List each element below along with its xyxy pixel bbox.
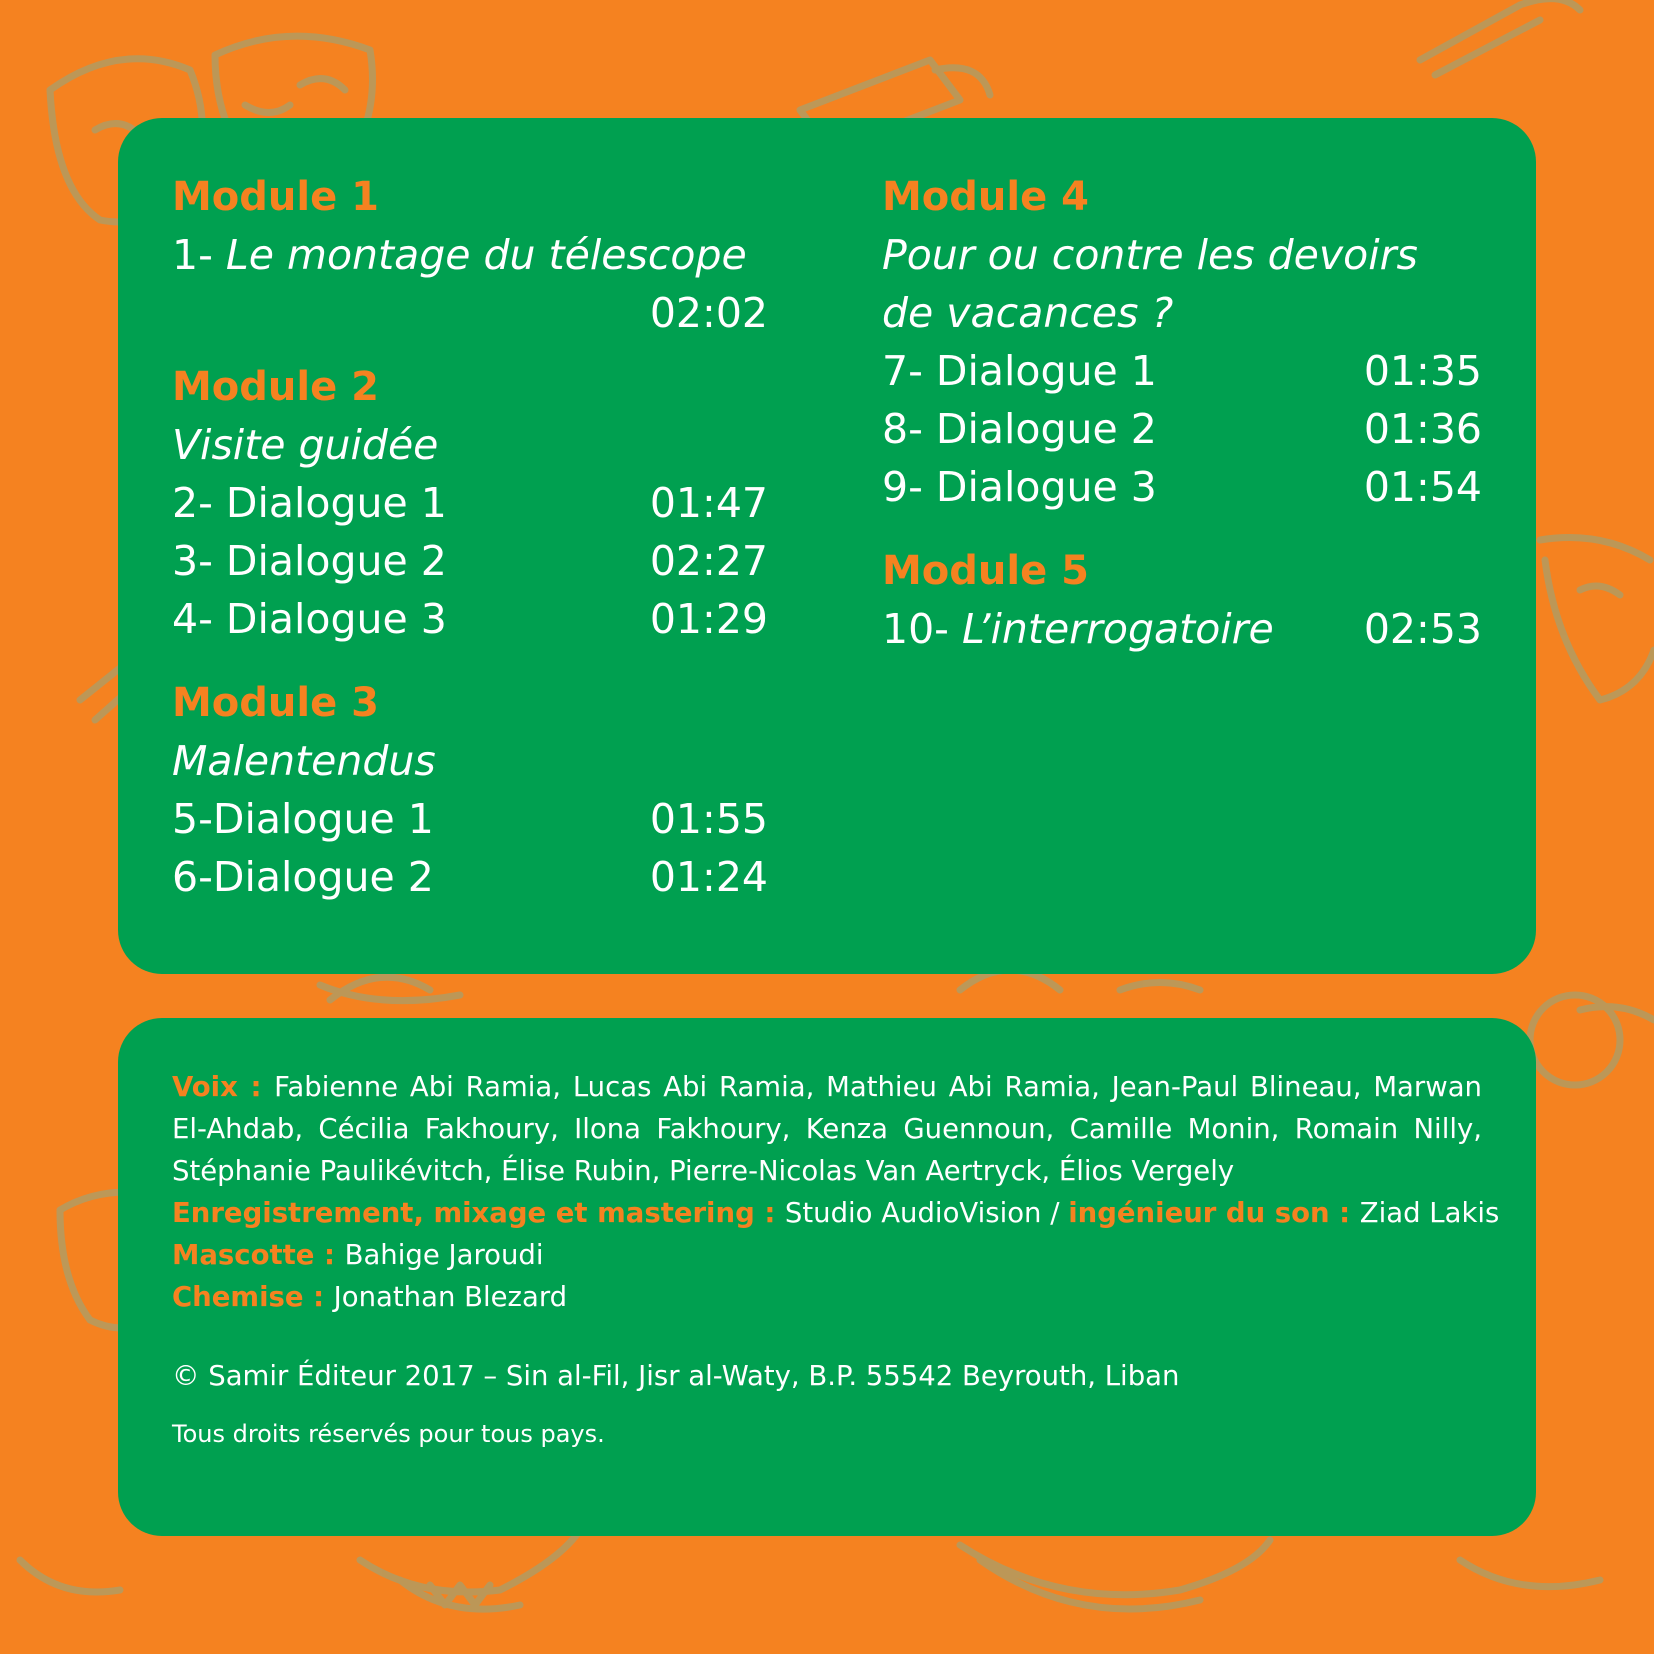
track-number: 1- <box>172 231 226 279</box>
track-duration: 01:54 <box>1363 463 1482 511</box>
credits-panel <box>118 1018 1536 1536</box>
mascot-credit <box>172 1234 1482 1276</box>
track-number: 10- <box>882 605 962 653</box>
tracklist-column-left <box>172 168 768 906</box>
track-name: Dialogue 3 <box>935 463 1157 511</box>
track-number: 3- <box>172 537 226 585</box>
module-title: Module 4 <box>882 174 1089 220</box>
track-duration: 02:53 <box>1363 605 1482 653</box>
module-subtitle: Malentendus <box>172 737 436 785</box>
recording-label: Enregistrement, mixage et mastering : <box>172 1197 785 1229</box>
voices-names: Fabienne Abi Ramia, Lucas Abi Ramia, Mathieu Abi Ramia, Jean-Paul Blineau, Marwan El-Ahdab, Cécilia Fakhoury, Ilona Fakhoury, Kenza Guennoun, Camille Monin, Romain Nilly, Stéphanie Paulikévitch, Élise Rubin, Pierre-Nicolas Van Aertryck, Élios Vergely <box>172 1071 1482 1187</box>
track-row <box>882 400 1482 458</box>
track-duration: 01:55 <box>649 795 768 843</box>
track-row <box>882 458 1482 516</box>
mask-doodle-right <box>1530 538 1654 1086</box>
track-duration: 01:29 <box>649 595 768 643</box>
mascot-label: Mascotte : <box>172 1239 345 1271</box>
track-name: Dialogue 2 <box>212 853 434 901</box>
track-duration: 01:35 <box>1363 347 1482 395</box>
track-number: 5- <box>172 795 213 843</box>
engineer-label: ingénieur du son : <box>1068 1197 1360 1229</box>
copyright-notice: © Samir Éditeur 2017 – Sin al-Fil, Jisr al-Waty, B.P. 55542 Beyrouth, Liban <box>172 1360 1180 1392</box>
cover-label: Chemise : <box>172 1281 334 1313</box>
track-number: 7- <box>882 347 936 395</box>
track-number: 6- <box>172 853 213 901</box>
track-name: Dialogue 2 <box>225 537 447 585</box>
recording-value: Studio AudioVision / <box>784 1197 1069 1229</box>
track-row <box>172 848 768 906</box>
engineer-value: Ziad Lakis <box>1359 1197 1500 1229</box>
module-title: Module 5 <box>882 548 1089 594</box>
track-row <box>882 342 1482 400</box>
track-number: 8- <box>882 405 936 453</box>
track-name: Dialogue 1 <box>935 347 1157 395</box>
track-name: Le montage du télescope <box>225 231 747 279</box>
doodles-between-panels <box>320 970 1200 1001</box>
track-row <box>172 474 768 532</box>
voices-credit <box>172 1066 1482 1192</box>
track-number: 9- <box>882 463 936 511</box>
mask-doodle-bottom <box>20 1530 1600 1609</box>
recording-credit <box>172 1192 1500 1234</box>
voices-label: Voix : <box>172 1071 275 1103</box>
track-name: Dialogue 3 <box>225 595 447 643</box>
track-row <box>172 590 768 648</box>
track-name: Dialogue 1 <box>212 795 434 843</box>
tracklist-column-right <box>882 168 1482 658</box>
track-row <box>172 226 768 284</box>
track-duration: 01:24 <box>649 853 768 901</box>
track-row <box>172 790 768 848</box>
track-name: L’interrogatoire <box>962 605 1274 653</box>
track-duration: 01:47 <box>649 479 768 527</box>
track-name: Dialogue 1 <box>225 479 447 527</box>
track-duration: 02:27 <box>649 537 768 585</box>
cover-credit <box>172 1276 1482 1318</box>
track-number: 2- <box>172 479 226 527</box>
module-subtitle: Pour ou contre les devoirs de vacances ? <box>882 231 1418 337</box>
track-name: Dialogue 2 <box>935 405 1157 453</box>
module-title: Module 3 <box>172 680 379 726</box>
module-subtitle: Visite guidée <box>172 421 439 469</box>
tracklist-panel <box>118 118 1536 974</box>
rights-notice: Tous droits réservés pour tous pays. <box>172 1420 605 1448</box>
cover-value: Jonathan Blezard <box>333 1281 568 1313</box>
track-row <box>882 600 1482 658</box>
module-title: Module 1 <box>172 174 379 220</box>
mascot-value: Bahige Jaroudi <box>344 1239 544 1271</box>
track-duration: 01:36 <box>1363 405 1482 453</box>
track-duration: 02:02 <box>649 289 768 337</box>
module-title: Module 2 <box>172 364 379 410</box>
track-number: 4- <box>172 595 226 643</box>
track-row <box>172 532 768 590</box>
